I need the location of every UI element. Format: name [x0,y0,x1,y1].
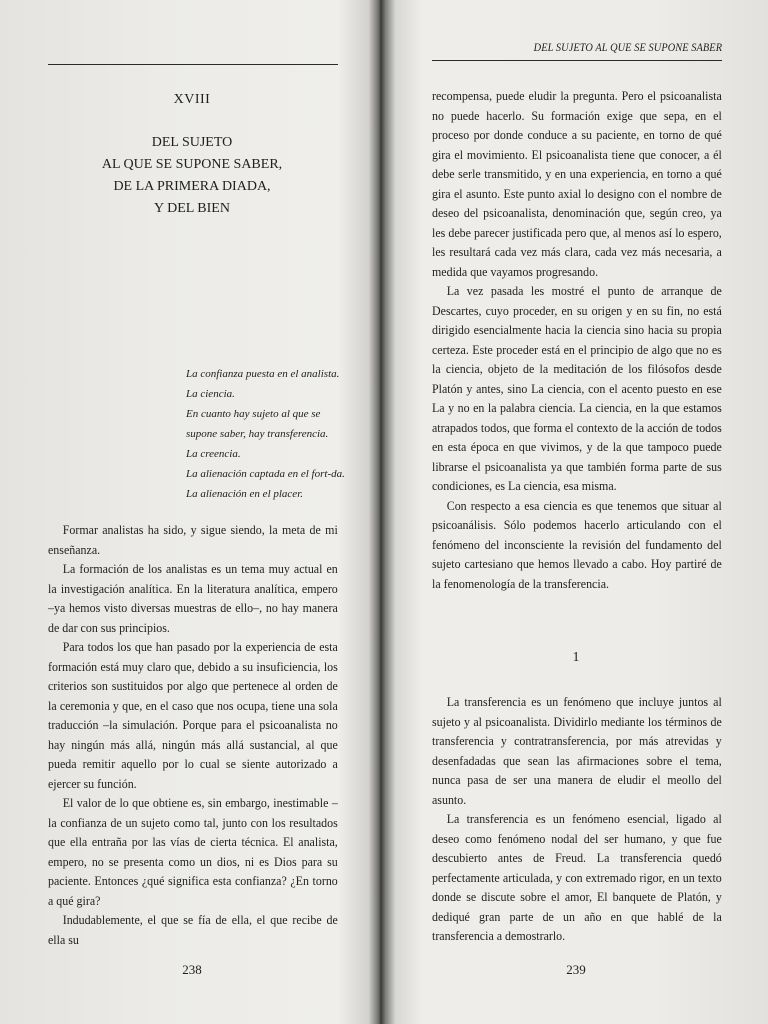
chapter-title-line: Y DEL BIEN [154,201,230,216]
paragraph: recompensa, puede eludir la pregunta. Pero el psicoanalista no puede hacerlo. Su formación exige que sepa, en el proceso por donde conduce a su paciente, en torno de qué gira el movimiento. El psicoanalista tiene que conocer, a él debe serle transmitido, y en una experiencia, en torno a qué gira el asunto. Este punto axial lo designo con el nombre de deseo del psicoanalista, denominación que, según creo, ya les debe parecer justificada pero que, al menos así lo espero, les resultará cada vez más clara, cada vez más necesaria, a medida que vayamos progresando. [432,88,722,279]
epigraph [186,364,356,504]
page-number: 239 [566,962,586,977]
epigraph-line: La alienación captada en el fort-da. [186,468,345,480]
epigraph-line: La alienación en el placer. [186,488,304,500]
top-rule [48,64,338,65]
paragraph: Con respecto a esa ciencia es que tenemos que situar al psicoanálisis. Sólo podemos hacerlo articulando con el fenómeno del inconsciente la revisión del fundamento del sujeto cartesiano que hemos llevado a cabo. Hoy partiré de la fenomenología de la transferencia. [432,497,722,591]
chapter-title [0,132,384,220]
paragraph: La transferencia es un fenómeno que incluye juntos al sujeto y al psicoanalista. Dividirlo mediante los términos de transferencia y contratransferencia, por más atrevidas y desenfadadas que sean las afirmaciones sobre el tema, nunca pasa de ser una manera de eludir el meollo del asunto. [432,694,722,807]
top-rule [432,60,722,61]
right-section-text [432,692,722,946]
left-body-text [48,520,338,949]
right-body-text [432,86,722,593]
epigraph-line: La confianza puesta en el analista. [186,368,340,380]
paragraph: Indudablemente, el que se fía de ella, el que recibe de ella su [48,912,338,947]
section-number: 1 [572,650,580,665]
running-header: DEL SUJETO AL QUE SE SUPONE SABER [533,40,723,54]
chapter-title-line: DE LA PRIMERA DIADA, [113,179,271,194]
paragraph: Formar analistas ha sido, y sigue siendo, la meta de mi enseñanza. [48,522,338,557]
paragraph: Para todos los que han pasado por la experiencia de esta formación está muy claro que, debido a su insuficiencia, los criterios son sustituidos por algo que pertenece al orden de la ceremonia y que, en el caso que nos ocupa, tiene una sola traducción –la simulación. Porque para el psicoanalista no hay ningún más allá, ningún más allá sustancial, al que pueda remitir aquello por lo cual se siente autorizado a ejercer su función. [48,639,338,791]
paragraph: La transferencia es un fenómeno esencial, ligado al deseo como fenómeno nodal del ser humano, y que fue descubierto antes de Freud. La transferencia quedó perfectamente articulada, y con extremado rigor, en un texto donde se discute sobre el amor, El banquete de Platón, y dediqué gran parte de un año en que hablé de la transferencia a demostrarlo. [432,811,722,943]
epigraph-line: supone saber, hay transferencia. [186,428,329,440]
paragraph: La formación de los analistas es un tema muy actual en la investigación analítica. En la literatura analítica, empero –ya hemos visto diversas muestras de ello–, no hay manera de dar con sus principios. [48,561,338,635]
right-page [384,0,768,1024]
page-number: 238 [182,962,202,977]
epigraph-line: La ciencia. [186,388,235,400]
paragraph: El valor de lo que obtiene es, sin embargo, inestimable –la confianza de un sujeto como tal, junto con los resultados que ella entraña por las vías de cierta técnica. El analista, empero, no se presenta como un dios, ni es Dios para su paciente. Entonces ¿qué significa esta confianza? ¿En torno a qué gira? [48,795,338,908]
epigraph-line: La creencia. [186,448,241,460]
chapter-number: XVIII [173,92,211,107]
epigraph-line: En cuanto hay sujeto al que se [186,408,321,420]
chapter-title-line: AL QUE SE SUPONE SABER, [101,157,283,172]
paragraph: La vez pasada les mostré el punto de arranque de Descartes, cuyo proceder, en su origen y en su fin, no está dirigido esencialmente hacia la ciencia sino hacia su propia certeza. Este proceder está en el principio de algo que no es la ciencia, objeto de la meditación de los filósofos desde Platón y antes, sino La ciencia, con el acento puesto en ese La y no en la palabra ciencia. La ciencia, en la que estamos atrapados todos, que forma el contexto de la acción de todos en esta época en que vivimos, y de la que tampoco puede librarse el psicoanalista ya que también forma parte de sus condiciones, es La ciencia, esa misma. [432,283,722,493]
chapter-title-line: DEL SUJETO [151,135,233,150]
